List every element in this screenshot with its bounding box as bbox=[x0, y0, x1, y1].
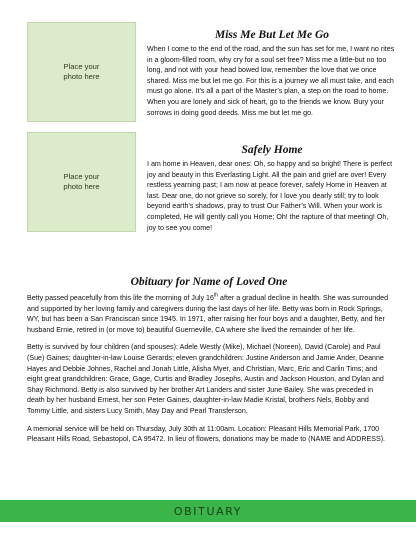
photo-placeholder-line: Place your bbox=[63, 62, 100, 71]
obituary-paragraph-1 bbox=[27, 293, 391, 335]
photo-placeholder-line: photo here bbox=[63, 72, 100, 81]
ordinal-superscript: th bbox=[213, 292, 219, 299]
obituary-title: Obituary for Name of Loved One bbox=[130, 276, 288, 288]
obituary-section bbox=[27, 275, 391, 452]
obituary-paragraph-3: A memorial service will be held on Thursday, July 30th at 11:00am. Location: Pleasant Hills Memorial Park, 1700 Pleasant Hills Road, Sebastopol, CA 95472. In lieu of flowers, donations may be made to (NAME and ADDRESS). bbox=[27, 424, 386, 444]
poem-title: Miss Me But Let Me Go bbox=[214, 29, 330, 41]
photo-placeholder-line: photo here bbox=[63, 182, 100, 191]
poem-title: Safely Home bbox=[241, 144, 303, 156]
footer-label: OBITUARY bbox=[173, 504, 243, 518]
photo-placeholder-text bbox=[63, 62, 99, 82]
photo-placeholder-text bbox=[63, 172, 99, 192]
photo-placeholder-2[interactable] bbox=[27, 132, 136, 232]
poem-safely-home bbox=[147, 143, 397, 233]
poem-body: I am home in Heaven, dear ones: Oh, so happy and so bright! There is perfect joy and beauty in this Everlasting Light. All the pain and grief are over! Every restless yearning past; I am now at peace forever, safely Home in Heaven at last. Dear one, do not grieve so sorely, for I love you dearly still; try to look beyond earth’s shadows, pray to trust Our Father’s Will. When your work is completed, He will gently call you Home; Oh! the rapture of that meeting! Oh, joy to see you come! bbox=[147, 160, 393, 232]
poem-body: When I come to the end of the road, and the sun has set for me, I want no rites in a gloom-filled room, why cry for a soul set free? Miss me a little-but no too long, and not with your head bowed low, remember the love that we once shared. Miss me but let me go. For this is a journey we all must take, and each must go alone. It’s all a part of the Master’s plan, a step on the road to home. When you are lonely and sick of heart, go to the friends we know. Bury your sorrows in doing good deeds. Miss me but let me go. bbox=[147, 45, 395, 117]
footer-banner bbox=[0, 500, 416, 522]
photo-placeholder-1[interactable] bbox=[27, 22, 136, 122]
obituary-text: Betty passed peacefully from this life the morning of July 16 bbox=[27, 294, 214, 302]
poem-miss-me bbox=[147, 28, 397, 118]
obituary-paragraph-2: Betty is survived by four children (and spouses): Adele Westly (Mike), Michael (Noreen), David (Carole) and Paul (Sue) Gaines; daughter-in-law Louise Gerards; eleven grandchildren: Justine Anderson and Jamie Ander, Deanne Hayes and Debbie Johnes, Rachel and Jonah Little, Alisha Myer, and Christian, Marc, Eric and Carlin Tims; and eight great grandchildren: Grace, Gage, Curtis and Bradley Josephs, Austin and Jackson Houston, and Dylan and Shay Richmond. Betty is also survived by her brother Art Landers and sister June Bailey. She was preceded in death by her husband Ernest, her son Peter Gaines, daughter-in-law Madie Kristal, brothers Nels, Bobby and Tommy Little, and sisters Lucy Smith, May Day and Pearl Transferson. bbox=[27, 343, 384, 415]
photo-placeholder-line: Place your bbox=[63, 172, 100, 181]
obituary-text: after a gradual decline in health. She was surrounded and supported by her loving family and caregivers during the last days of her life. Betty was born in Rock Springs, WY, but has been a San Franciscan since 1945. In 1971, after raising her four boys and a daughter, Betty, and her husband Ernie, retired in (or move to) beautiful Guerneville, CA where she lived the remainder of her life. bbox=[27, 294, 389, 334]
